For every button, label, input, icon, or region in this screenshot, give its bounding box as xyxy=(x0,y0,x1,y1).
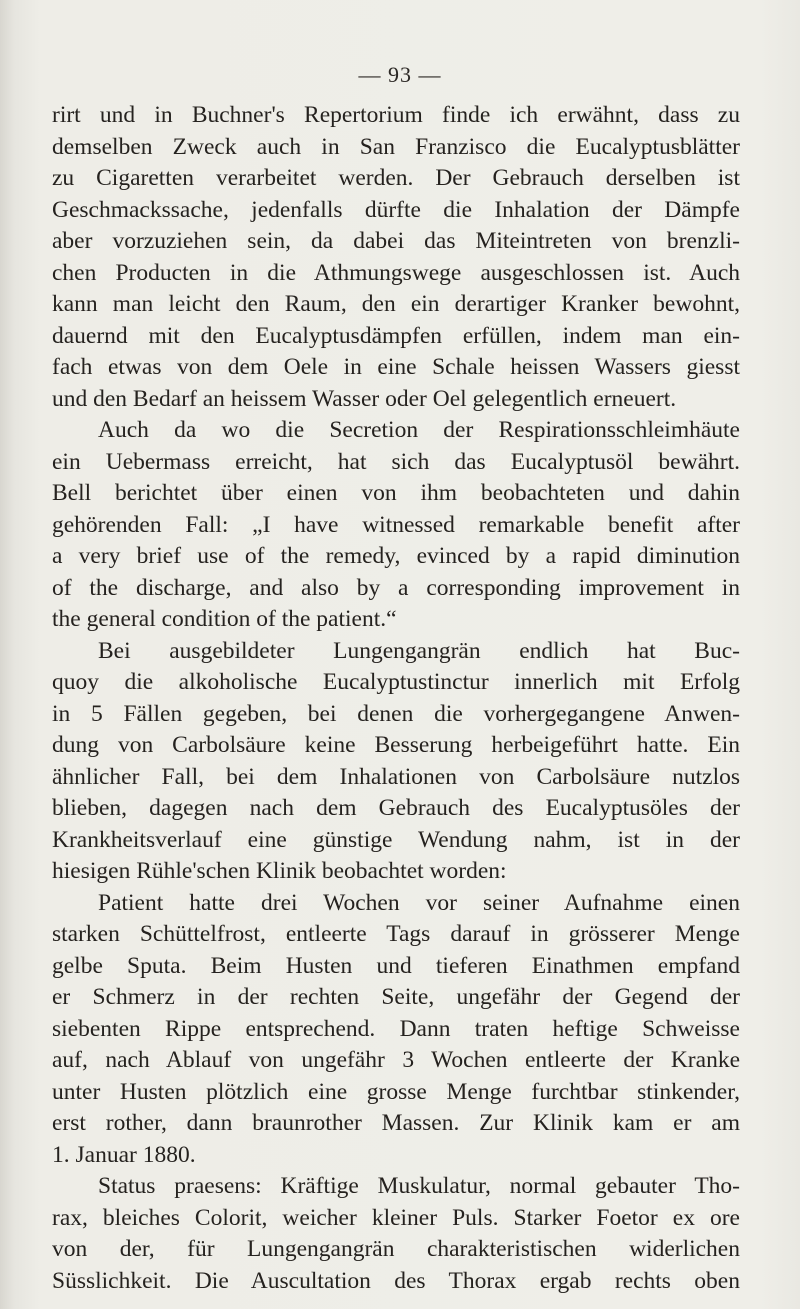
text-line: in 5 Fällen gegeben, bei denen die vorhergegangene Anwen- xyxy=(52,700,740,727)
text-line: kann man leicht den Raum, den ein derartiger Kranker bewohnt, xyxy=(52,291,740,317)
text-line: Süsslichkeit. Die Auscultation des Thorax ergab rechts oben xyxy=(52,1267,740,1294)
text-line: Krankheitsverlauf eine günstige Wendung nahm, ist in der xyxy=(52,826,740,853)
text-line: und den Bedarf an heissem Wasser oder Oel gelegentlich erneuert. xyxy=(52,385,677,412)
text-line: of the discharge, and also by a corresponding improvement in xyxy=(52,574,740,601)
body-text xyxy=(52,100,740,1297)
text-line: quoy die alkoholische Eucalyptustinctur innerlich mit Erfolg xyxy=(52,669,740,695)
paragraph-first-line: Status praesens: Kräftige Muskulatur, normal gebauter Tho- xyxy=(98,1173,740,1199)
page-number: — 93 — xyxy=(358,62,442,87)
text-line: aber vorzuziehen sein, da dabei das Miteintreten von brenzli- xyxy=(52,228,740,254)
paragraph-first-line: Patient hatte drei Wochen vor seiner Aufnahme einen xyxy=(98,889,740,916)
text-line: rirt und in Buchner's Repertorium finde ich erwähnt, dass zu xyxy=(52,102,740,128)
text-line: fach etwas von dem Oele in eine Schale heissen Wassers giesst xyxy=(52,354,740,380)
text-line: 1. Januar 1880. xyxy=(52,1141,196,1168)
text-line: demselben Zweck auch in San Franzisco die Eucalyptusblätter xyxy=(52,133,740,160)
paragraph-first-line: Bei ausgebildeter Lungengangrän endlich hat Buc- xyxy=(98,637,740,664)
text-line: unter Husten plötzlich eine grosse Menge furchtbar stinkender, xyxy=(52,1078,740,1105)
text-line: zu Cigaretten verarbeitet werden. Der Gebrauch derselben ist xyxy=(52,165,740,191)
text-line: von der, für Lungengangrän charakteristischen widerlichen xyxy=(52,1236,740,1262)
text-line: chen Producten in die Athmungswege ausgeschlossen ist. Auch xyxy=(52,259,740,286)
text-line: blieben, dagegen nach dem Gebrauch des Eucalyptusöles der xyxy=(52,795,740,821)
text-line: dauernd mit den Eucalyptusdämpfen erfüllen, indem man ein- xyxy=(52,322,740,349)
text-line: erst rother, dann braunrother Massen. Zur Klinik kam er am xyxy=(52,1110,740,1136)
text-line: er Schmerz in der rechten Seite, ungefähr der Gegend der xyxy=(52,984,740,1010)
text-line: Bell berichtet über einen von ihm beobachteten und dahin xyxy=(52,480,740,506)
text-line: hiesigen Rühle'schen Klinik beobachtet worden: xyxy=(52,858,507,884)
text-line: siebenten Rippe entsprechend. Dann traten heftige Schweisse xyxy=(52,1015,740,1042)
text-line: gelbe Sputa. Beim Husten und tieferen Einathmen empfand xyxy=(52,952,740,979)
text-line: a very brief use of the remedy, evinced by a rapid diminution xyxy=(52,543,740,569)
text-line: ein Uebermass erreicht, hat sich das Eucalyptusöl bewährt. xyxy=(52,448,740,475)
text-line: dung von Carbolsäure keine Besserung herbeigeführt hatte. Ein xyxy=(52,732,740,758)
paragraph-first-line: Auch da wo die Secretion der Respirationsschleimhäute xyxy=(98,417,740,443)
text-line: rax, bleiches Colorit, weicher kleiner Puls. Starker Foetor ex ore xyxy=(52,1204,740,1231)
text-line: the general condition of the patient.“ xyxy=(52,606,397,632)
text-line: Geschmackssache, jedenfalls dürfte die Inhalation der Dämpfe xyxy=(52,196,740,223)
text-line: auf, nach Ablauf von ungefähr 3 Wochen entleerte der Kranke xyxy=(52,1047,740,1073)
text-line: gehörenden Fall: „I have witnessed remarkable benefit after xyxy=(52,511,740,538)
text-line: starken Schüttelfrost, entleerte Tags darauf in grösserer Menge xyxy=(52,921,740,947)
text-line: ähnlicher Fall, bei dem Inhalationen von Carbolsäure nutzlos xyxy=(52,763,740,790)
